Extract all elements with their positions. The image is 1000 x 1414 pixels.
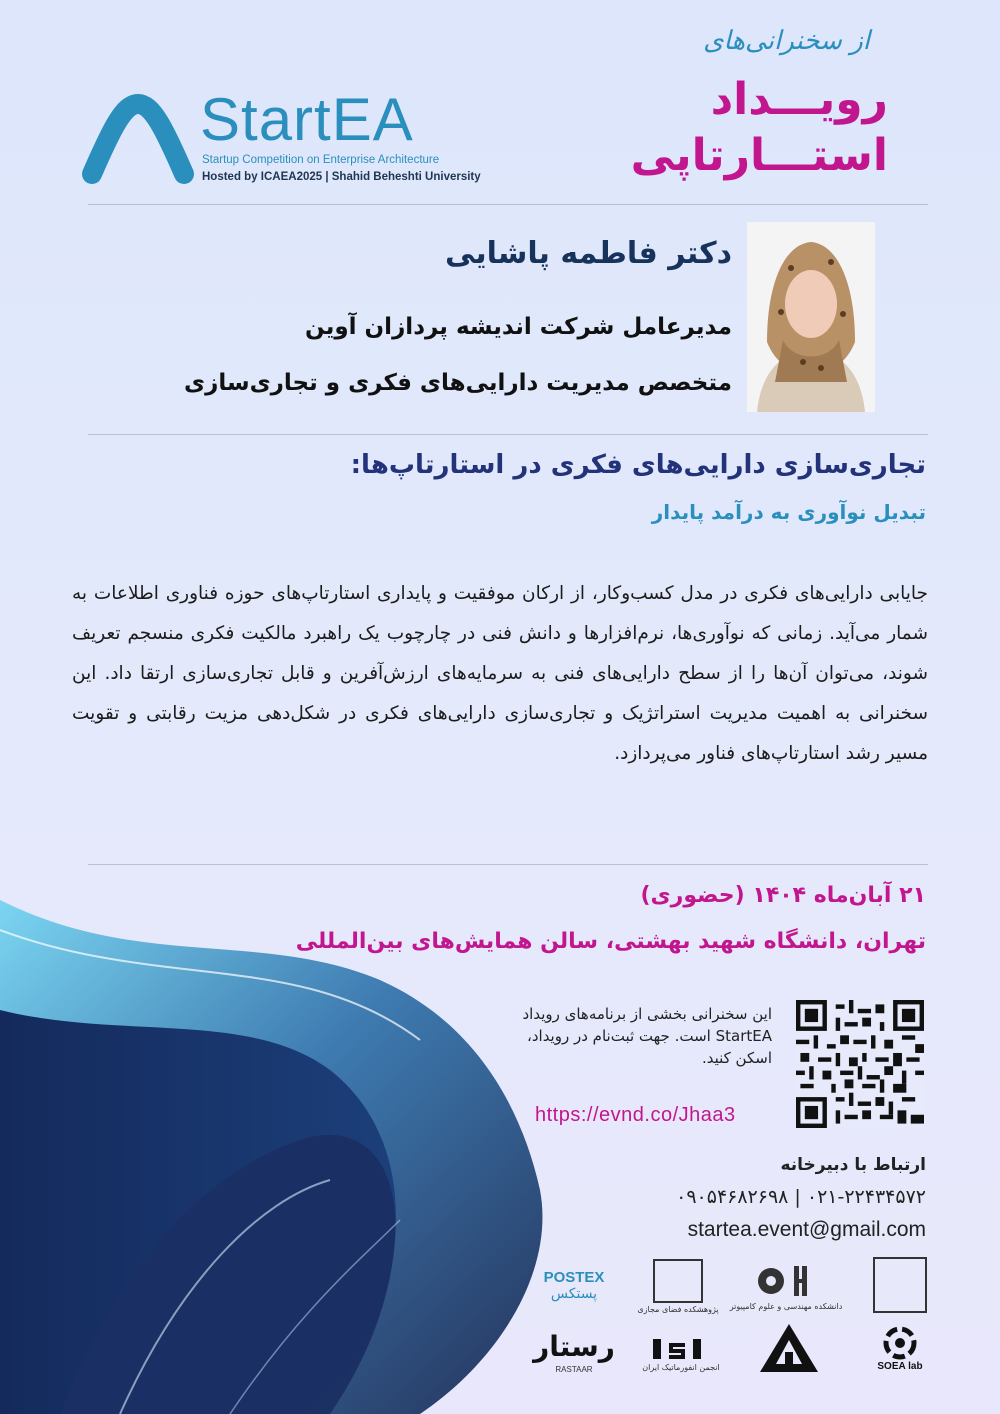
event-date: ۲۱ آبان‌ماه ۱۴۰۴ (حضوری) xyxy=(640,883,926,908)
logo-subtitle: Startup Competition on Enterprise Architecture xyxy=(202,154,440,166)
registration-link[interactable]: https://evnd.co/Jhaa3 xyxy=(535,1104,736,1126)
triangle-emblem-icon xyxy=(758,1322,820,1374)
soea-lab-logo xyxy=(870,1316,930,1380)
contact-email[interactable]: startea.event@gmail.com xyxy=(687,1218,926,1241)
cse-emblem-icon xyxy=(756,1262,816,1300)
divider xyxy=(88,434,928,435)
soea-swirl-icon xyxy=(880,1325,920,1361)
isi-logo xyxy=(636,1332,726,1376)
qr-code[interactable] xyxy=(796,1000,924,1128)
event-title-line1: رویـــداد xyxy=(710,74,888,125)
postex-wordmark: POSTEX xyxy=(543,1268,605,1286)
startea-arrow-icon xyxy=(82,88,194,188)
event-title-line2: استـــارتاپی xyxy=(630,130,888,181)
speaker-role: مدیرعامل شرکت اندیشه پردازان آوین xyxy=(305,314,732,340)
logo-wordmark: StartEA xyxy=(200,86,414,153)
rastaar-wordmark: رستار xyxy=(533,1330,615,1363)
talk-title: تجاری‌سازی دارایی‌های فکری در استارتاپ‌ها: xyxy=(350,450,926,480)
talk-abstract: جایابی دارایی‌های فکری در مدل کسب‌وکار، از ارکان موفقیت و پایداری استارتاپ‌های حوزه فناوری اطلاعات به شمار می‌آید. زمانی که نوآوری‌ها، نرم‌افزارها و دانش فنی در چارچوب یک راهبرد مالکیت فکری منسجم تعریف شوند، می‌توان آن‌ها را از سطح دارایی‌های فنی به سرمایه‌های ارزش‌آفرین و قابل تجاری‌سازی ارتقا داد. این سخنرانی به اهمیت مدیریت استراتژیک و تجاری‌سازی دارایی‌های فکری در شکل‌دهی مزیت رقابتی و تقویت مسیر رشد استارتاپ‌های فناور می‌پردازد. xyxy=(72,583,928,764)
sbu-logo xyxy=(872,1256,928,1314)
rastaar-latin: RASTAAR xyxy=(555,1365,593,1374)
from-talks-label: از سخنرانی‌های xyxy=(703,26,870,56)
event-venue: تهران، دانشگاه شهید بهشتی، سالن همایش‌های بین‌المللی xyxy=(295,929,926,954)
isi-caption: انجمن انفورماتیک ایران xyxy=(642,1362,720,1372)
contact-title: ارتباط با دبیرخانه xyxy=(780,1155,926,1175)
calligraphy-seal-icon xyxy=(653,1259,703,1303)
isi-emblem-icon xyxy=(651,1337,711,1361)
divider xyxy=(88,864,928,865)
speaker-expertise: متخصص مدیریت دارایی‌های فکری و تجاری‌سازی xyxy=(184,370,732,396)
startea-logo xyxy=(82,88,482,188)
postex-persian: پستکس xyxy=(550,1285,598,1302)
decorative-waves xyxy=(0,840,560,1414)
talk-subtitle: تبدیل نوآوری به درآمد پایدار xyxy=(651,500,926,524)
rastaar-logo xyxy=(532,1330,616,1374)
cyber-institute-caption: پژوهشکده فضای مجازی xyxy=(637,1304,719,1314)
postex-logo xyxy=(538,1262,610,1308)
registration-note: این سخنرانی بخشی از برنامه‌های رویداد StartEA است. جهت ثبت‌نام در رویداد، اسکن کنید. xyxy=(522,1005,772,1067)
soea-wordmark: SOEA lab xyxy=(877,1360,923,1372)
cyber-institute-logo xyxy=(637,1255,719,1317)
logo-host-line: Hosted by ICAEA2025 | Shahid Beheshti University xyxy=(202,171,481,183)
contact-phones: ۰۲۱-۲۲۴۳۴۵۷۲ | ۰۹۰۵۴۶۸۲۶۹۸ xyxy=(676,1186,926,1208)
divider xyxy=(88,204,928,205)
cse-faculty-caption: دانشکده مهندسی و علوم کامپیوتر xyxy=(729,1301,843,1311)
cse-faculty-logo xyxy=(729,1258,843,1314)
speaker-name: دکتر فاطمه پاشایی xyxy=(444,236,732,271)
sbu-seal-icon xyxy=(873,1257,927,1313)
speaker-photo xyxy=(747,222,875,412)
